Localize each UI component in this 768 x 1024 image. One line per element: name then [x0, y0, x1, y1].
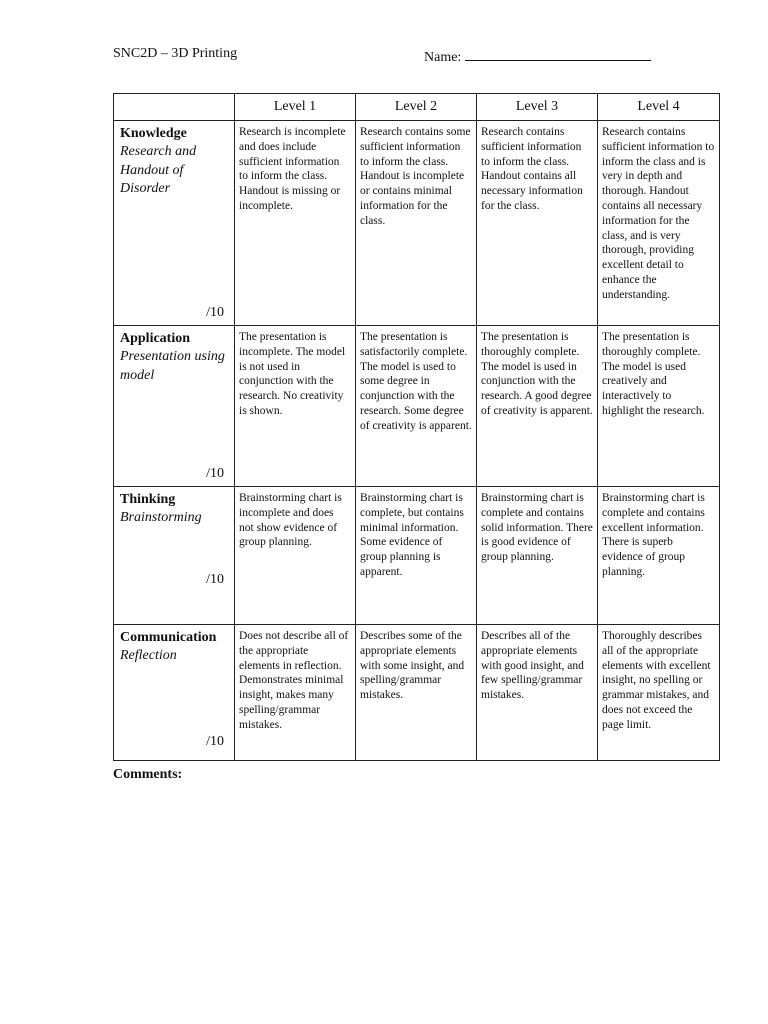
name-label: Name: — [424, 50, 462, 65]
criterion-title: Application — [120, 331, 191, 346]
level-3-cell: The presentation is thoroughly complete. The model is used in conjunction with the research. A good degree of creativity is apparent. — [477, 326, 598, 487]
criterion-score: /10 — [206, 305, 224, 320]
header-row — [114, 94, 720, 121]
criterion-title: Thinking — [120, 492, 176, 507]
level-2-cell: The presentation is satisfactorily complete. The model is used to some degree in conjunction with the research. Some degree of creativity is apparent. — [356, 326, 477, 487]
header-cell-level-1: Level 1 — [235, 94, 356, 121]
table-row-application — [114, 326, 720, 487]
criterion-cell — [114, 487, 235, 625]
level-2-cell: Describes some of the appropriate elements with some insight, and spelling/grammar mistakes. — [356, 625, 477, 761]
name-field — [424, 46, 651, 66]
table-row-thinking — [114, 487, 720, 625]
level-4-cell: Brainstorming chart is complete and contains excellent information. There is superb evidence of group planning. — [598, 487, 720, 625]
criterion-title: Communication — [120, 630, 217, 645]
comments-label: Comments: — [113, 767, 183, 782]
criterion-cell — [114, 326, 235, 487]
level-1-cell: The presentation is incomplete. The model is not used in conjunction with the research. No creativity is shown. — [235, 326, 356, 487]
header-cell-level-2: Level 2 — [356, 94, 477, 121]
level-3-cell: Brainstorming chart is complete and contains solid information. There is good evidence of group planning. — [477, 487, 598, 625]
level-1-cell: Research is incomplete and does include sufficient information to inform the class. Handout is missing or incomplete. — [235, 121, 356, 326]
document-header — [113, 46, 713, 68]
criterion-subtitle: Reflection — [120, 648, 177, 663]
criterion-cell — [114, 121, 235, 326]
table-row-knowledge — [114, 121, 720, 326]
criterion-subtitle: Brainstorming — [120, 510, 202, 525]
criterion-subtitle: Research and Handout of Disorder — [120, 144, 197, 196]
name-blank-line[interactable] — [465, 46, 651, 61]
level-3-cell: Describes all of the appropriate elements with good insight, and few spelling/grammar mistakes. — [477, 625, 598, 761]
level-1-cell: Does not describe all of the appropriate elements in reflection. Demonstrates minimal insight, makes many spelling/grammar mistakes. — [235, 625, 356, 761]
header-cell-criteria — [114, 94, 235, 121]
rubric-table — [113, 93, 720, 761]
level-1-cell: Brainstorming chart is incomplete and does not show evidence of group planning. — [235, 487, 356, 625]
header-cell-level-3: Level 3 — [477, 94, 598, 121]
criterion-cell — [114, 625, 235, 761]
level-4-cell: Thoroughly describes all of the appropriate elements with excellent insight, no spelling or grammar mistakes, and does not exceed the page limit. — [598, 625, 720, 761]
criterion-score: /10 — [206, 466, 224, 481]
level-2-cell: Brainstorming chart is complete, but contains minimal information. Some evidence of group planning is apparent. — [356, 487, 477, 625]
course-title: SNC2D – 3D Printing — [113, 46, 238, 61]
criterion-score: /10 — [206, 572, 224, 587]
table-row-communication — [114, 625, 720, 761]
criterion-score: /10 — [206, 734, 224, 749]
level-2-cell: Research contains some sufficient information to inform the class. Handout is incomplete or contains minimal information for the class. — [356, 121, 477, 326]
criterion-title: Knowledge — [120, 126, 187, 141]
criterion-subtitle: Presentation using model — [120, 349, 225, 383]
header-cell-level-4: Level 4 — [598, 94, 720, 121]
level-4-cell: Research contains sufficient information to inform the class and is very in depth and thorough. Handout contains all necessary information for the class, and is very thorough, providing excellent detail to enhance the understanding. — [598, 121, 720, 326]
level-4-cell: The presentation is thoroughly complete. The model is used creatively and interactively to highlight the research. — [598, 326, 720, 487]
level-3-cell: Research contains sufficient information to inform the class. Handout contains all necessary information for the class. — [477, 121, 598, 326]
